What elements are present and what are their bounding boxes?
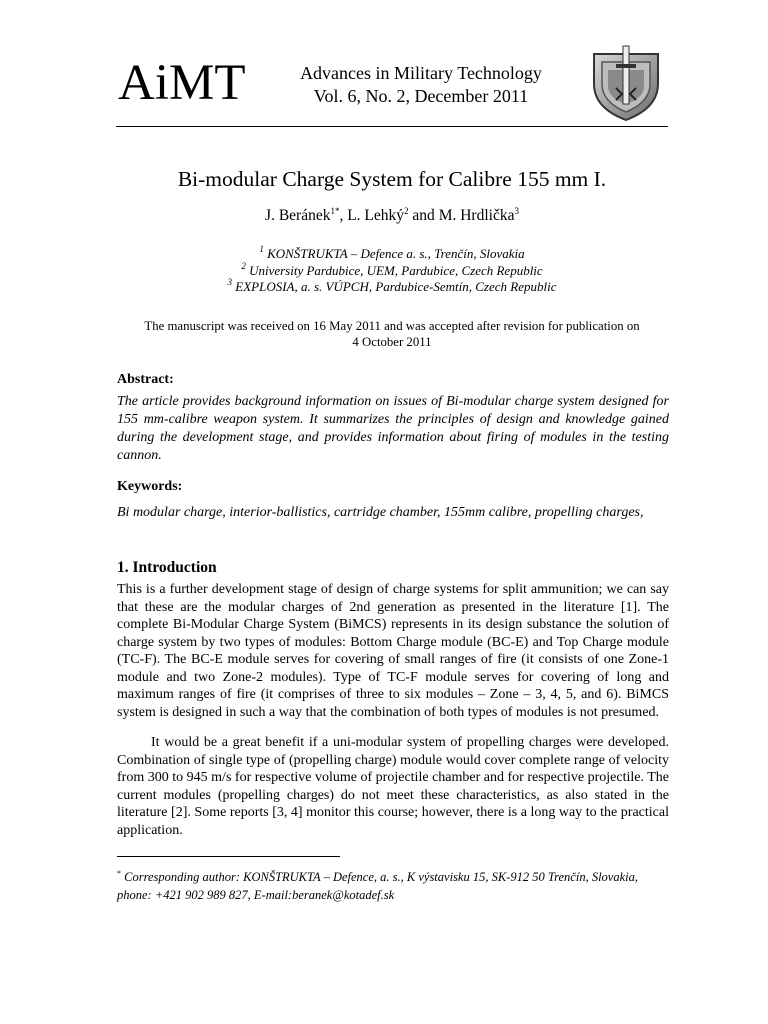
author-separator: and [408, 207, 439, 224]
journal-name: Advances in Military Technology [300, 63, 542, 83]
author-name: M. Hrdlička [438, 207, 515, 224]
received-date-note [116, 318, 668, 350]
received-line-1: The manuscript was received on 16 May 2011 and was accepted after revision for publication on [144, 319, 640, 333]
affiliation-number: 1 [259, 244, 264, 254]
body-paragraph-1: This is a further development stage of design of charge systems for split ammunition; we can say that these are the modular charges of 2nd generation as presented in the literature [1]. The complete Bi-Modular Charge System (BiMCS) represents in its design substance the solution of charge system by two types of modules: Bottom Charge module (BC-E) and Top Charge module (TC-F). The BC-E module serves for covering of small ranges of fire (it consists of one Zone-1 module and two Zone-2 modules). Type of TC-F module serves for covering of long and maximum ranges of fire (it comprises of three to six modules – Zone – 3, 4, 5, and 6). BiMCS system is designed in such a way that the combination of both types of modules is not presumed. [117, 582, 669, 720]
footnote-mark: * [117, 869, 121, 878]
affiliation-number: 3 [227, 277, 233, 287]
author-affiliation-mark: 1* [330, 206, 340, 216]
body-paragraph-2: It would be a great benefit if a uni-modular system of propelling charges were developed. Combination of single type of (propelling charge) module would cover complete range of velocity from 300 to 945 m/s for respective volume of projectile chamber and for respective projectile. The current modules (propelling charges) do not meet these characteristics, as also stated in the literature [2]. Some reports [3, 4] monitor this course; however, there is a long way to the practical application. [117, 735, 669, 838]
affiliation-number: 2 [241, 261, 246, 271]
journal-header [270, 62, 572, 108]
author-line [116, 206, 668, 225]
received-line-2: 4 October 2011 [352, 335, 432, 349]
keywords-heading: Keywords: [117, 479, 183, 494]
footnote [117, 865, 669, 904]
affiliation-3 [116, 277, 668, 295]
footnote-divider [117, 856, 340, 857]
keywords-text: Bi modular charge, interior-ballistics, cartridge chamber, 155mm calibre, propelling charges, [117, 505, 644, 520]
abstract-text: The article provides background information on issues of Bi-modular charge system designed for 155 mm-calibre weapon system. It summarizes the principles of design and knowledge gained during the development stage, and provides information about firing of modules in the testing cannon. [117, 394, 669, 463]
affiliation-text: EXPLOSIA, a. s. VÚPCH, Pardubice-Semtín, Czech Republic [235, 279, 557, 294]
affiliation-text: KONŠTRUKTA – Defence a. s., Trenčín, Slovakia [267, 246, 525, 261]
affiliation-1 [116, 244, 668, 262]
header-divider [116, 126, 668, 127]
journal-emblem-icon [586, 44, 666, 122]
author-name: L. Lehký [347, 207, 405, 224]
author-separator: , [339, 207, 348, 224]
author-affiliation-mark: 2 [404, 206, 409, 216]
journal-issue: Vol. 6, No. 2, December 2011 [313, 86, 529, 106]
affiliation-text: University Pardubice, UEM, Pardubice, Czech Republic [249, 263, 543, 278]
section-heading-introduction: 1. Introduction [117, 559, 217, 576]
abstract-heading: Abstract: [117, 372, 174, 387]
author-affiliation-mark: 3 [514, 206, 519, 216]
journal-logo-text: AiMT [118, 55, 246, 111]
author-name: J. Beránek [265, 207, 331, 224]
footnote-text: Corresponding author: KONŠTRUKTA – Defence, a. s., K výstavisku 15, SK-912 50 Trenčín, Slovakia, phone: +421 902 989 827, E-mail:beranek@kotadef.sk [117, 870, 638, 902]
paper-title: Bi-modular Charge System for Calibre 155 mm I. [177, 167, 607, 191]
